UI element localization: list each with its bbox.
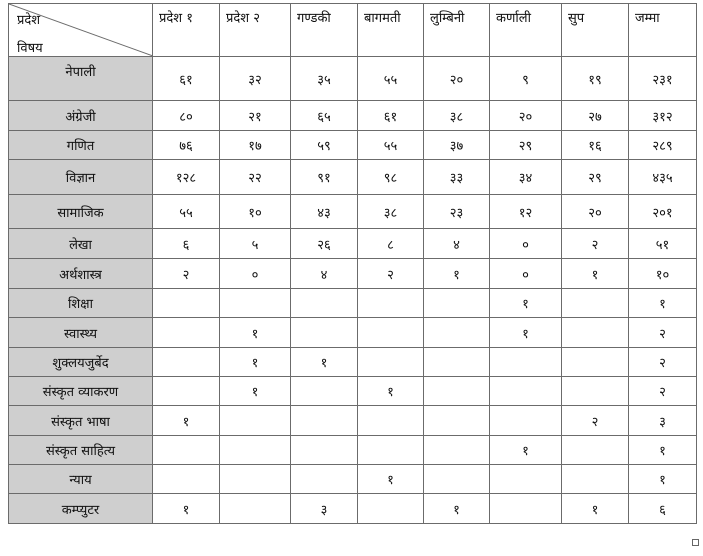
value-cell: २० (490, 101, 562, 131)
col-header: सुप (562, 4, 629, 57)
value-cell: २० (562, 195, 629, 229)
value-cell (490, 406, 562, 436)
value-cell: ३२ (220, 57, 291, 101)
value-cell: ६१ (153, 57, 220, 101)
value-cell: ३ (291, 494, 358, 524)
subject-cell: विज्ञान (9, 160, 153, 195)
value-cell: १६ (562, 131, 629, 160)
value-cell: ३४ (490, 160, 562, 195)
table-row (9, 229, 697, 259)
value-cell: २० (424, 57, 490, 101)
total-cell: २०१ (629, 195, 697, 229)
total-cell: २ (629, 318, 697, 348)
value-cell (358, 494, 424, 524)
value-cell: २३ (424, 195, 490, 229)
value-cell: ९८ (358, 160, 424, 195)
table-row (9, 406, 697, 436)
value-cell (562, 348, 629, 377)
col-header: प्रदेश १ (153, 4, 220, 57)
subject-cell: स्वास्थ्य (9, 318, 153, 348)
value-cell: १० (220, 195, 291, 229)
value-cell (424, 406, 490, 436)
subject-cell: सामाजिक (9, 195, 153, 229)
value-cell (220, 289, 291, 318)
value-cell (220, 436, 291, 465)
value-cell: ८० (153, 101, 220, 131)
value-cell (424, 289, 490, 318)
value-cell: ९१ (291, 160, 358, 195)
corner-header (9, 4, 153, 57)
table-row (9, 377, 697, 406)
value-cell: १७ (220, 131, 291, 160)
value-cell: १ (490, 318, 562, 348)
value-cell: ४ (291, 259, 358, 289)
value-cell: ० (490, 259, 562, 289)
value-cell (562, 289, 629, 318)
value-cell (490, 377, 562, 406)
value-cell: १२८ (153, 160, 220, 195)
table-row (9, 259, 697, 289)
value-cell: १ (291, 348, 358, 377)
subject-cell: संस्कृत व्याकरण (9, 377, 153, 406)
value-cell: १ (490, 436, 562, 465)
value-cell: ४३ (291, 195, 358, 229)
value-cell: १ (424, 494, 490, 524)
value-cell (358, 436, 424, 465)
value-cell: २६ (291, 229, 358, 259)
value-cell (562, 377, 629, 406)
value-cell: १ (153, 494, 220, 524)
value-cell: ३५ (291, 57, 358, 101)
value-cell: ९ (490, 57, 562, 101)
subject-cell: शुक्लयजुर्बेद (9, 348, 153, 377)
value-cell (358, 318, 424, 348)
value-cell: ५५ (358, 57, 424, 101)
value-cell (153, 436, 220, 465)
total-cell: २ (629, 348, 697, 377)
value-cell: २१ (220, 101, 291, 131)
value-cell (291, 465, 358, 494)
total-cell: १० (629, 259, 697, 289)
total-cell: १ (629, 289, 697, 318)
value-cell: १ (220, 348, 291, 377)
value-cell: ० (220, 259, 291, 289)
col-header: गण्डकी (291, 4, 358, 57)
corner-label-province: प्रदेश (17, 13, 41, 28)
value-cell: ८ (358, 229, 424, 259)
subject-cell: शिक्षा (9, 289, 153, 318)
subject-cell: कम्प्युटर (9, 494, 153, 524)
table-row (9, 465, 697, 494)
value-cell (153, 289, 220, 318)
subject-cell: संस्कृत भाषा (9, 406, 153, 436)
value-cell (424, 318, 490, 348)
value-cell (220, 406, 291, 436)
value-cell (153, 377, 220, 406)
value-cell (424, 377, 490, 406)
subject-cell: अर्थशास्त्र (9, 259, 153, 289)
value-cell (358, 289, 424, 318)
value-cell (291, 289, 358, 318)
value-cell (358, 348, 424, 377)
subject-cell: अंग्रेजी (9, 101, 153, 131)
total-cell: ३१२ (629, 101, 697, 131)
value-cell (220, 494, 291, 524)
col-header: प्रदेश २ (220, 4, 291, 57)
value-cell: २९ (490, 131, 562, 160)
col-header: कर्णाली (490, 4, 562, 57)
value-cell (562, 436, 629, 465)
value-cell: ० (490, 229, 562, 259)
resize-handle[interactable] (692, 539, 699, 546)
value-cell: ६५ (291, 101, 358, 131)
value-cell (490, 465, 562, 494)
value-cell: २ (562, 229, 629, 259)
table-body (9, 57, 697, 524)
value-cell (424, 436, 490, 465)
total-cell: २३१ (629, 57, 697, 101)
value-cell: ५५ (153, 195, 220, 229)
value-cell: ५ (220, 229, 291, 259)
value-cell (291, 318, 358, 348)
corner-label-subject: विषय (17, 41, 43, 56)
value-cell: १ (562, 494, 629, 524)
value-cell (153, 348, 220, 377)
value-cell: १ (490, 289, 562, 318)
total-cell: ४३५ (629, 160, 697, 195)
value-cell (291, 377, 358, 406)
total-cell: ६ (629, 494, 697, 524)
value-cell: ४ (424, 229, 490, 259)
total-cell: २८९ (629, 131, 697, 160)
table-row (9, 131, 697, 160)
table-row (9, 436, 697, 465)
subject-cell: नेपाली (9, 57, 153, 101)
total-cell: २ (629, 377, 697, 406)
value-cell (291, 406, 358, 436)
subject-cell: गणित (9, 131, 153, 160)
value-cell: १ (358, 465, 424, 494)
table-row (9, 160, 697, 195)
value-cell: १९ (562, 57, 629, 101)
value-cell: ३८ (358, 195, 424, 229)
value-cell (153, 465, 220, 494)
table-row (9, 57, 697, 101)
value-cell (562, 318, 629, 348)
total-cell: ५१ (629, 229, 697, 259)
value-cell: ३८ (424, 101, 490, 131)
col-header: जम्मा (629, 4, 697, 57)
table-row (9, 318, 697, 348)
table-row (9, 195, 697, 229)
subject-cell: संस्कृत साहित्य (9, 436, 153, 465)
value-cell: ६ (153, 229, 220, 259)
value-cell: २७ (562, 101, 629, 131)
value-cell: ७६ (153, 131, 220, 160)
total-cell: १ (629, 465, 697, 494)
value-cell: १ (220, 377, 291, 406)
value-cell (490, 494, 562, 524)
value-cell: २९ (562, 160, 629, 195)
table-row (9, 289, 697, 318)
value-cell: १२ (490, 195, 562, 229)
value-cell: ५९ (291, 131, 358, 160)
col-header: लुम्बिनी (424, 4, 490, 57)
value-cell: २२ (220, 160, 291, 195)
table-row (9, 348, 697, 377)
value-cell (291, 436, 358, 465)
value-cell: २ (153, 259, 220, 289)
value-cell (358, 406, 424, 436)
value-cell: ३३ (424, 160, 490, 195)
total-cell: ३ (629, 406, 697, 436)
value-cell: २ (562, 406, 629, 436)
table-row (9, 494, 697, 524)
value-cell: १ (220, 318, 291, 348)
value-cell (490, 348, 562, 377)
value-cell: ५५ (358, 131, 424, 160)
value-cell: १ (358, 377, 424, 406)
subject-province-table (8, 3, 697, 524)
value-cell: २ (358, 259, 424, 289)
subject-cell: लेखा (9, 229, 153, 259)
value-cell: १ (424, 259, 490, 289)
value-cell: १ (562, 259, 629, 289)
subject-cell: न्याय (9, 465, 153, 494)
value-cell (424, 348, 490, 377)
value-cell: ६१ (358, 101, 424, 131)
value-cell: १ (153, 406, 220, 436)
total-cell: १ (629, 436, 697, 465)
value-cell: ३७ (424, 131, 490, 160)
value-cell (220, 465, 291, 494)
value-cell (153, 318, 220, 348)
value-cell (562, 465, 629, 494)
table-row (9, 101, 697, 131)
value-cell (424, 465, 490, 494)
col-header: बागमती (358, 4, 424, 57)
